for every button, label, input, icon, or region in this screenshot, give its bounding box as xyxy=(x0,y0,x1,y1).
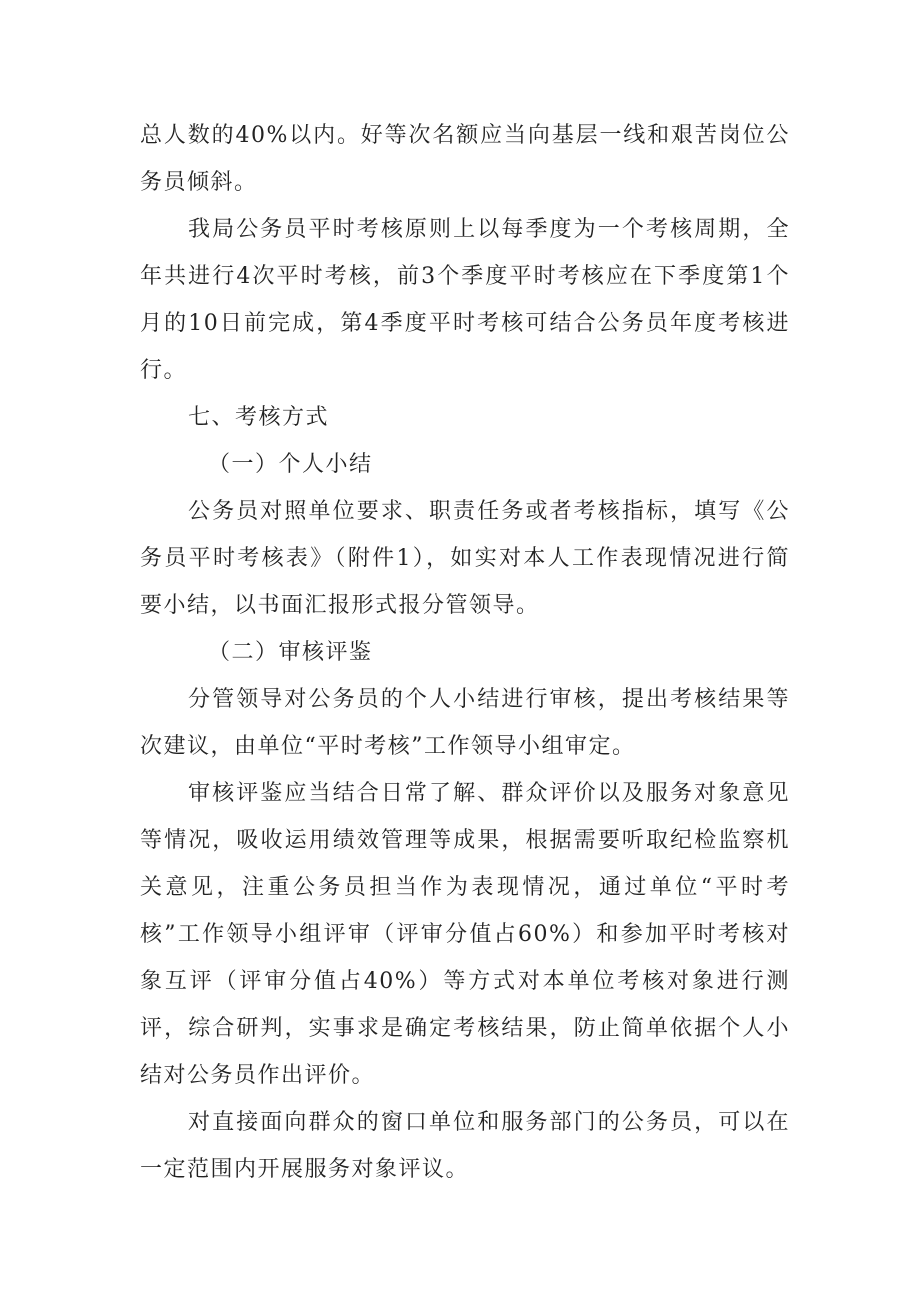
paragraph-review-by-leader: 分管领导对公务员的个人小结进行审核，提出考核结果等次建议，由单位“平时考核”工作领导小组审定。 xyxy=(140,687,790,759)
document-page xyxy=(140,112,790,1193)
subheading-review-evaluation: （二）审核评鉴 xyxy=(208,640,373,665)
subheading-personal-summary: （一）个人小结 xyxy=(208,452,373,477)
paragraph-continuation: 总人数的40%以内。好等次名额应当向基层一线和艰苦岗位公务员倾斜。 xyxy=(140,123,790,195)
paragraph-service-evaluation: 对直接面向群众的窗口单位和服务部门的公务员，可以在一定范围内开展服务对象评议。 xyxy=(140,1110,790,1182)
paragraph-review-criteria: 审核评鉴应当结合日常了解、群众评价以及服务对象意见等情况，吸收运用绩效管理等成果，根据需要听取纪检监察机关意见，注重公务员担当作为表现情况，通过单位“平时考核”工作领导小组评审（评审分值占60%）和参加平时考核对象互评（评审分值占40%）等方式对本单位考核对象进行测评，综合研判，实事求是确定考核结果，防止简单依据个人小结对公务员作出评价。 xyxy=(140,781,790,1088)
section-heading-assessment-method: 七、考核方式 xyxy=(188,405,330,430)
paragraph-assessment-cycle: 我局公务员平时考核原则上以每季度为一个考核周期，全年共进行4次平时考核，前3个季度平时考核应在下季度第1个月的10日前完成，第4季度平时考核可结合公务员年度考核进行。 xyxy=(140,217,790,383)
paragraph-personal-summary: 公务员对照单位要求、职责任务或者考核指标，填写《公务员平时考核表》（附件1），如实对本人工作表现情况进行简要小结，以书面汇报形式报分管领导。 xyxy=(140,499,790,618)
